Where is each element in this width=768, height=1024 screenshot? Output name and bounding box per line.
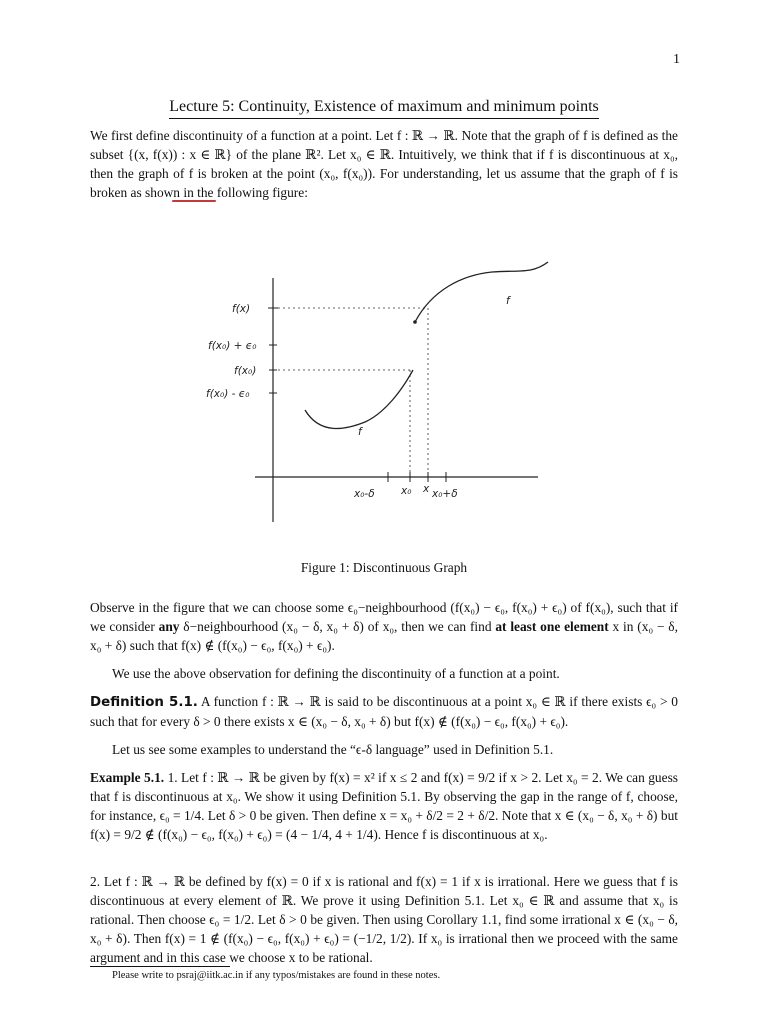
example-item-1-text: 1. Let f : ℝ → ℝ be given by f(x) = x² if x ≤ 2 and f(x) = 9/2 if x > 2. Let x₀ = 2. We can guess that f is discontinuous at x₀. We show it using Definition 5.1. By observing the gap in the range of f, choose, for instance, ϵ₀ = 1/4. Let δ > 0 be given. Then define x = x₀ + δ/2 = 2 + δ/2. Note that x ∈ (x₀ − δ, x₀ + δ) but f(x) = 9/2 ∉ (f(x₀) − ϵ₀, f(x₀) + ϵ₀) = (4 − 1/4, 4 + 1/4). Hence f is discontinuous at x₀. [90, 770, 678, 842]
upper-curve-start-point [413, 320, 417, 324]
label-fx0: f(x₀) [234, 365, 257, 377]
observe-part1: Observe in the figure that we can choose some ϵ₀−neighbourhood (f(x₀) − ϵ₀, f(x₀) + ϵ₀) of f(x₀), such that if we consider [90, 600, 678, 634]
definition-5-1 [90, 692, 678, 731]
label-fx0-minus: f(x₀) - ϵ₀ [206, 388, 250, 400]
observe-part2: δ−neighbourhood (x₀ − δ, x₀ + δ) of x₀, then we can find [179, 619, 496, 634]
label-x: x [423, 483, 430, 495]
curve-lower [305, 370, 413, 429]
use-paragraph [90, 664, 678, 683]
use-text: We use the above observation for defining the discontinuity of a function at a point. [112, 666, 560, 681]
observe-text [90, 598, 678, 655]
page-number: 1 [673, 52, 680, 67]
label-fx0-plus: f(x₀) + ϵ₀ [208, 340, 257, 352]
example-label: Example 5.1. [90, 770, 165, 785]
example-item-2-text: 2. Let f : ℝ → ℝ be defined by f(x) = 0 if x is rational and f(x) = 1 if x is irrational. Here we guess that f is discontinuous at every element of ℝ. We prove it using Definition 5.1. Let x₀ ∈ ℝ and assume that x₀ is rational. Then choose ϵ₀ = 1/2. Let δ > 0 be given. Then using Corollary 1.1, find some irrational x ∈ (x₀ − δ, x₀ + δ). Then f(x) = 1 ∉ (f(x₀) − ϵ₀, f(x₀) + ϵ₀) = (−1/2, 1/2). If x₀ is irrational then we proceed with the same argument and in this case we choose x to be rational. [90, 874, 678, 965]
observe-bold-at-least: at least one element [495, 619, 609, 634]
label-x0: x₀ [401, 485, 412, 497]
intro-paragraph [90, 126, 678, 202]
title-text: Lecture 5: Continuity, Existence of maximum and minimum points [169, 98, 599, 119]
red-pen-mark [172, 200, 216, 202]
label-x0-plus-delta: x₀+δ [432, 488, 458, 500]
figure-caption: Figure 1: Discontinuous Graph [300, 560, 468, 575]
definition-body: A function f : ℝ → ℝ is said to be discontinuous at a point x₀ ∈ ℝ if there exists ϵ₀ > 0 such that for every δ > 0 there exists x ∈ (x₀ − δ, x₀ + δ) but f(x) ∉ (f(x₀) − ϵ₀, f(x₀) + ϵ₀). [90, 694, 678, 729]
example-5-1-item-2 [90, 872, 678, 967]
label-f-lower: f [358, 426, 362, 438]
label-fx: f(x) [232, 303, 251, 315]
discontinuous-graph-figure [170, 230, 570, 550]
intro-text: We first define discontinuity of a function at a point. Let f : ℝ → ℝ. Note that the graph of f is defined as the subset {(x, f(x)) : x ∈ ℝ} of the plane ℝ². Let x₀ ∈ ℝ. Intuitively, we think that if f is discontinuous at x₀, then the graph of f is broken at the point (x₀, f(x₀)). For understanding, let us assume that the graph of f is broken as shown in the following figure: [90, 128, 678, 200]
observe-bold-any: any [158, 619, 180, 634]
example-5-1 [90, 768, 678, 844]
footnote: Please write to psraj@iitk.ac.in if any typos/mistakes are found in these notes. [112, 970, 441, 981]
definition-label: Definition 5.1. [90, 695, 198, 710]
examples-intro [90, 740, 678, 759]
observe-paragraph [90, 598, 678, 655]
label-f-upper: f [506, 295, 510, 307]
page-title [0, 98, 768, 119]
definition-text [90, 692, 678, 731]
curve-upper [415, 262, 548, 322]
observe-part3: x in (x₀ − δ, x₀ + δ) such that f(x) ∉ (f(x₀) − ϵ₀, f(x₀) + ϵ₀). [90, 619, 678, 653]
label-x0-minus-delta: x₀-δ [354, 488, 375, 500]
example-item-1 [90, 768, 678, 844]
footnote-rule [90, 966, 230, 967]
examples-intro-text: Let us see some examples to understand the “ϵ-δ language” used in Definition 5.1. [112, 742, 554, 757]
